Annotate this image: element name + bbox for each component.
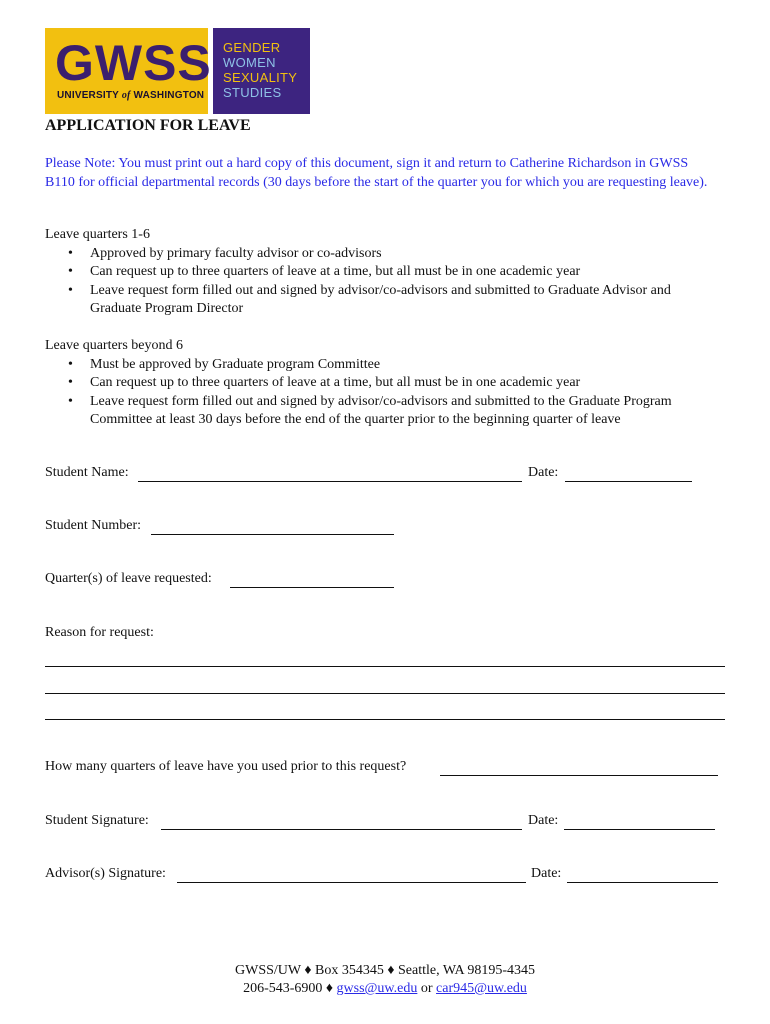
advisor-signature-date-line[interactable]	[567, 882, 718, 883]
logo-line-women: WOMEN	[223, 55, 276, 70]
quarters-used-label: How many quarters of leave have you used prior to this request?	[45, 759, 407, 774]
bullet-list	[45, 356, 725, 430]
bullet-list	[45, 245, 725, 319]
quarters-requested-label: Quarter(s) of leave requested:	[45, 571, 212, 586]
section-heading: Leave quarters beyond 6	[45, 338, 183, 353]
logo-line-sexuality: SEXUALITY	[223, 70, 298, 85]
quarters-used-line[interactable]	[440, 775, 718, 776]
student-signature-line[interactable]	[161, 829, 522, 830]
student-name-line[interactable]	[138, 481, 522, 482]
student-number-line[interactable]	[151, 534, 394, 535]
logo-university-text: UNIVERSITY of WASHINGTON	[57, 90, 205, 101]
reason-line-1[interactable]	[45, 666, 725, 667]
student-signature-date-line[interactable]	[564, 829, 715, 830]
gwss-logo	[45, 28, 212, 114]
print-note: Please Note: You must print out a hard copy of this document, sign it and return to Catherine Richardson in GWSS B110 for official departmental records (30 days before the start of the quarter you for which you are requesting leave).	[45, 156, 708, 190]
list-item: • Leave request form filled out and signed by advisor/co-advisors and submitted to the Graduate Program Committee at least 30 days before the end of the quarter prior to the beginning quarter of leave	[45, 393, 725, 430]
section-leave-1-6	[45, 226, 725, 319]
student-signature-date-label: Date:	[528, 813, 559, 828]
footer-or: or	[417, 981, 437, 996]
student-signature-label: Student Signature:	[45, 813, 149, 828]
logo-gwss-text: GWSS	[55, 35, 212, 91]
page-title: APPLICATION FOR LEAVE	[45, 117, 251, 134]
footer-email-gwss[interactable]: gwss@uw.edu	[336, 981, 418, 996]
advisor-signature-date-label: Date:	[531, 866, 562, 881]
section-leave-beyond-6	[45, 337, 725, 430]
logo-line-studies: STUDIES	[223, 85, 282, 100]
list-item: • Can request up to three quarters of leave at a time, but all must be in one academic year	[45, 263, 725, 282]
advisor-signature-label: Advisor(s) Signature:	[45, 866, 166, 881]
reason-line-2[interactable]	[45, 693, 725, 694]
list-item: • Leave request form filled out and signed by advisor/co-advisors and submitted to Graduate Advisor and Graduate Program Director	[45, 282, 725, 319]
list-item: • Must be approved by Graduate program Committee	[45, 356, 725, 375]
student-name-date-label: Date:	[528, 465, 559, 480]
reason-label: Reason for request:	[45, 625, 154, 640]
advisor-signature-line[interactable]	[177, 882, 526, 883]
footer-contact	[0, 980, 770, 998]
footer	[0, 962, 770, 998]
footer-phone: 206-543-6900 ♦	[243, 981, 337, 996]
logo-line-gender: GENDER	[223, 40, 281, 55]
student-name-date-line[interactable]	[565, 481, 692, 482]
student-name-label: Student Name:	[45, 465, 129, 480]
list-item: • Can request up to three quarters of leave at a time, but all must be in one academic year	[45, 374, 725, 393]
reason-line-3[interactable]	[45, 719, 725, 720]
list-item: • Approved by primary faculty advisor or co-advisors	[45, 245, 725, 264]
quarters-requested-line[interactable]	[230, 587, 394, 588]
gwss-logo-tagline	[213, 28, 310, 114]
footer-address: GWSS/UW ♦ Box 354345 ♦ Seattle, WA 98195-4345	[235, 963, 535, 978]
footer-email-car945[interactable]: car945@uw.edu	[436, 981, 527, 996]
student-number-label: Student Number:	[45, 518, 142, 533]
section-heading: Leave quarters 1-6	[45, 227, 150, 242]
